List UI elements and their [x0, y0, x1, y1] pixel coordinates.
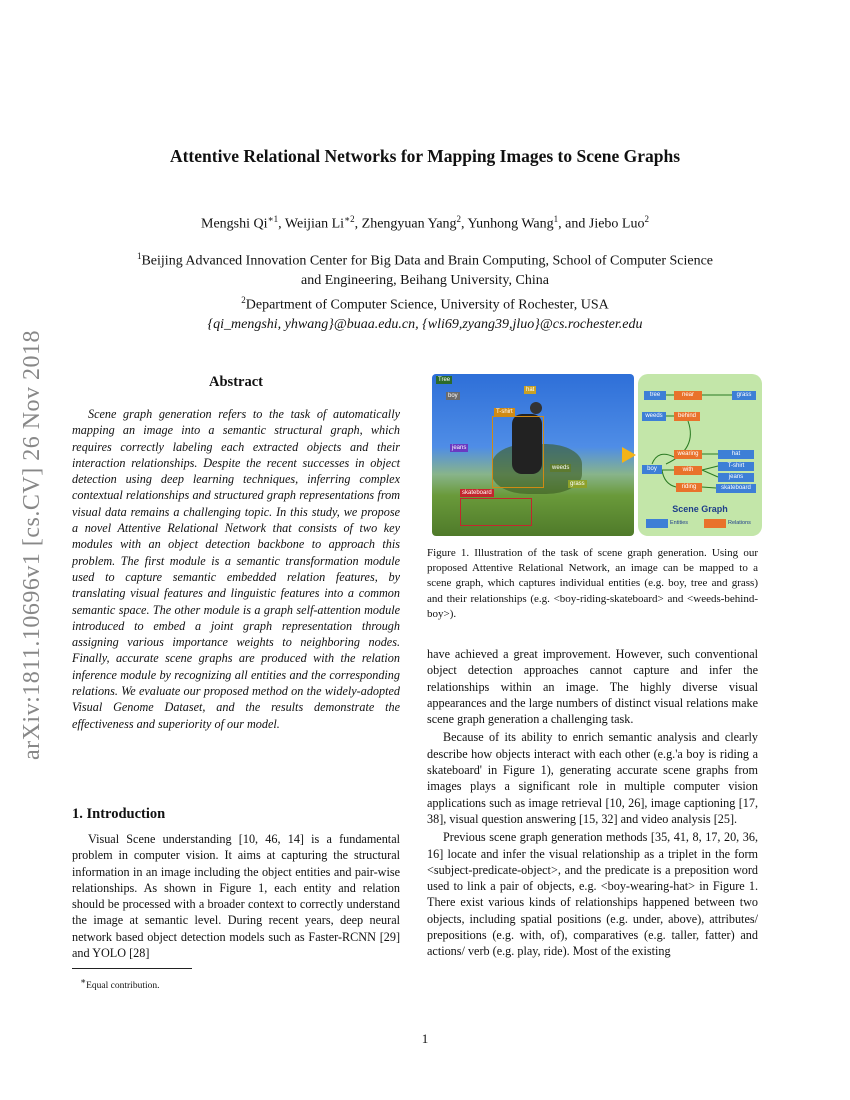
graph-node-boy: boy — [642, 465, 662, 474]
author-mark: ∗2 — [344, 214, 355, 224]
tshirt-box — [492, 416, 544, 488]
footnote-rule — [72, 968, 192, 969]
graph-node-tshirt: T-shirt — [718, 462, 754, 471]
affil-mark: 2 — [241, 294, 246, 305]
figure-caption: Figure 1. Illustration of the task of scene graph generation. Using our proposed Attentive Relational Network, an image can be mapped to a scene graph, which captures individual entities (e.g. boy, tree and grass) and their relationships (e.g. <boy-riding-skateboard> and <weeds-behind-boy>). — [427, 547, 758, 620]
abstract-paragraph: Scene graph generation refers to the task of automatically mapping an image into a semantic structural graph, which requires correctly labeling each extracted objects and their interaction relationships. Despite the recent successes in object detection using deep learning techniques, inferring complex contextual relationships and structured graph representations from visual data remains a challenging topic. In this study, we propose a novel Attentive Relational Network that consists of two key modules with an object detection backbone to approach this problem. The first module is a semantic transformation module used to capture semantic embedded relation features, by translating visual features and linguistic features into a common semantic space. The other module is a graph self-attention module introduced to embed a joint graph representation through assigning various importance weights to neighboring nodes. Finally, accurate scene graphs are produced with the relation inference module by recognizing all entities and the corresponding relations. We evaluate our proposed method on the widely-adopted Visual Genome Dataset, and the results demonstrate the effectiveness and superiority of our model. — [72, 407, 400, 731]
author-mark: 2 — [644, 214, 649, 224]
legend-entities-label: Entities — [670, 520, 689, 526]
photo-tag: Tree — [438, 377, 451, 383]
author-name: Zhengyuan Yang — [361, 216, 457, 232]
author-name: Jiebo Luo — [588, 216, 645, 232]
author-mark: 2 — [456, 214, 462, 224]
graph-node-near: near — [674, 391, 702, 400]
figure-arrow — [622, 447, 636, 463]
graph-node-jeans: jeans — [718, 473, 754, 482]
affiliation-1-cont: and Engineering, Beihang University, China — [301, 273, 549, 289]
body-paragraph: Previous scene graph generation methods [35, 41, 8, 17, 20, 36, 16] locate and infer the visual relationship as a triplet in the form <subject-predicate-object>, and the predicate is a preposition word used to link a pair of objects, e.g. <boy-wearing-hat> in Figure 1. There exist various kinds of relationships happened between two objects, including spatial positions (e.g. under, above), attributes/ prepositions (e.g. with, of), comparatives (e.g. taller, fatter) and actions/ verb (e.g. play, ride). Most of the existing — [427, 830, 758, 959]
graph-node-wearing: wearing — [674, 450, 702, 459]
author-name: Yunhong Wang — [467, 216, 554, 232]
photo-tag: grass — [570, 481, 585, 487]
graph-node-skateboard: skateboard — [716, 484, 756, 493]
photo-tag: jeans — [452, 445, 467, 451]
affiliation-2: Department of Computer Science, University of Rochester, USA — [245, 297, 609, 313]
photo-tag: skateboard — [462, 490, 492, 496]
graph-node-riding: riding — [676, 483, 702, 492]
intro-heading: 1. Introduction — [72, 806, 166, 822]
graph-node-hat: hat — [718, 450, 754, 459]
intro-paragraph: Visual Scene understanding [10, 46, 14] is a fundamental problem in computer vision. It aims at capturing the structural information in an image including the object entities and pair-wise relationships. As shown in Figure 1, each entity and relation should be processed with a broader context to correctly understand the image at semantic level. During recent years, deep neural network based object detection models such as Faster-RCNN [29] and YOLO [28] — [72, 832, 400, 961]
author-list: Mengshi $Qi^{∗1}$, Weijian $Li^{∗2}$, Zhengyuan Yang$^2$, Yunhong Wang$^1$, and Jiebo Luo$^2$ — [201, 214, 649, 232]
affiliations — [0, 247, 850, 334]
head-silhouette — [530, 402, 542, 414]
author-mark: 1 — [553, 214, 559, 224]
page-number: 1 — [421, 1031, 429, 1046]
intro-text — [72, 831, 400, 961]
graph-node-grass: grass — [732, 391, 756, 400]
author-mark: ∗1 — [267, 214, 279, 224]
abstract-heading: Abstract — [209, 374, 263, 390]
footnote-text: Equal contribution. — [86, 981, 160, 992]
affil-mark: 1 — [136, 251, 142, 261]
author-emails: {qi_mengshi, yhwang}@buaa.edu.cn, {wli69,zyang39,jluo}@cs.rochester.edu — [207, 316, 643, 332]
photo-tag: hat — [526, 387, 535, 393]
scene-graph-panel — [638, 374, 762, 536]
graph-node-weeds: weeds — [642, 412, 666, 421]
photo-tag: weeds — [552, 465, 570, 471]
body-paragraph: Because of its ability to enrich semantic analysis and clearly describe how objects interact with each other (e.g.'a boy is riding a skateboard' in Figure 1), generating accurate scene graphs from images plays a significant role in multiple computer vision applications such as image retrieval [10, 26], image captioning [17, 38], visual question answering [15, 32] and video analysis [25]. — [427, 730, 758, 826]
paper-title: Attentive Relational Networks for Mapping Images to Scene Graphs — [169, 146, 681, 166]
body-paragraph: have achieved a great improvement. However, such conventional object detection approaches cannot capture and infer the relationships within an image. The highly diverse visual appearances and the large numbers of distinct visual relations make scene graph generation a challenging task. — [427, 647, 758, 727]
footnote — [80, 976, 159, 991]
photo-tag: T-shirt — [496, 409, 513, 415]
legend-entities-swatch — [646, 519, 668, 528]
graph-node-tree: tree — [644, 391, 666, 400]
graph-node-with: with — [674, 466, 702, 475]
author-name: Mengshi Qi — [201, 216, 268, 232]
affiliation-1: Beijing Advanced Innovation Center for Big Data and Brain Computing, School of Computer Science — [141, 253, 714, 269]
author-name: Weijian Li — [284, 216, 345, 232]
figure-photo — [432, 374, 634, 536]
legend-relations-label: Relations — [728, 520, 751, 526]
right-column-text — [427, 646, 758, 960]
legend-relations-swatch — [704, 519, 726, 528]
arxiv-sidebar-stamp: arXiv:1811.10696v1 [cs.CV] 26 Nov 2018 — [19, 329, 45, 761]
footnote-mark: ∗ — [80, 976, 87, 986]
photo-tag: boy — [448, 393, 458, 399]
graph-title: Scene Graph — [672, 504, 728, 514]
graph-node-behind: behind — [674, 412, 700, 421]
abstract-text — [72, 406, 400, 732]
skateboard-box — [460, 498, 532, 526]
